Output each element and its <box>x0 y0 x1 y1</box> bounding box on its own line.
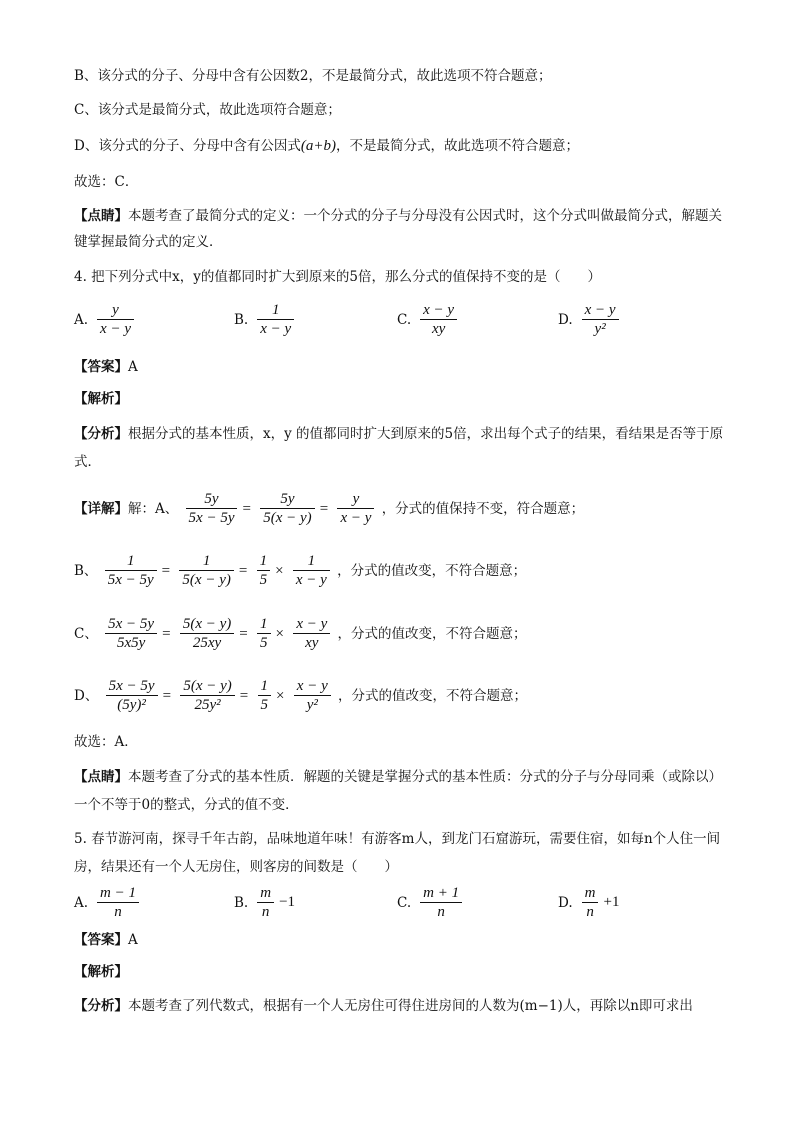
fraction: $\frac{1}{x - y}$ <box>293 552 330 589</box>
question-4: 4. 把下列分式中x，y的值都同时扩大到原来的5倍，那么分式的值保持不变的是（ ） <box>74 269 601 285</box>
fraction: $\frac{m}{n}$ <box>257 884 274 921</box>
fraction: $\frac{m - 1}{n}$ <box>97 884 139 921</box>
detail-a: 【详解】解：A、 $\frac{5y}{5x - 5y}$ = $\frac{5y}{5(x - y)}$ = $\frac{y}{x - y}$ ，分式的值保持不变，符合题意； <box>74 491 585 526</box>
q4-choice: 故选：A． <box>74 734 138 750</box>
fraction: $\frac{x - y}{xy}$ <box>420 301 457 338</box>
fraction: $\frac{m + 1}{n}$ <box>420 884 462 921</box>
comment-text: 本题考查了最简分式的定义：一个分式的分子与分母没有公因式时，这个分式叫做最简分式，解题关键掌握最简分式的定义． <box>74 208 722 250</box>
q4-option-c: C. $\frac{x - y}{xy}$ <box>397 301 460 338</box>
q3-choice: 故选：C． <box>74 174 139 190</box>
q5-analysis: 【分析】本题考查了列代数式，根据有一个人无房住可得住进房间的人数为(m−1)人，再除以n即可求出 <box>74 998 693 1014</box>
detail-c: C、 $\frac{5x - 5y}{5x5y}$ = $\frac{5(x - y)}{25xy}$ = $\frac{1}{5}$ × $\frac{x - y}{xy}$ ，分式的值改变，不符合题意； <box>74 616 527 651</box>
option-d-factor: (a+b) <box>300 138 336 154</box>
q4-analysis-heading: 【解析】 <box>74 391 128 407</box>
q5-option-d: D. $\frac{m}{n}$ +1 <box>558 885 620 920</box>
q5-option-c: C. $\frac{m + 1}{n}$ <box>397 884 469 921</box>
fraction: $\frac{1}{5(x - y)}$ <box>179 552 233 589</box>
fraction: $\frac{x - y}{xy}$ <box>293 615 330 652</box>
fraction: $\frac{x - y}{\text{y²}}$ <box>582 301 619 338</box>
fraction: $\frac{x - y}{\text{y²}}$ <box>294 677 331 714</box>
fraction: $\frac{1}{x - y}$ <box>257 301 294 338</box>
fraction: $\frac{5(x - y)}{25xy}$ <box>180 615 234 652</box>
option-b-explanation: B、该分式的分子、分母中含有公因数2，不是最简分式，故此选项不符合题意； <box>74 68 552 84</box>
q5-answer: 【答案】A <box>74 932 138 948</box>
q4-comment: 【点睛】本题考查了分式的基本性质．解题的关键是掌握分式的基本性质：分式的分子与分母同乘（或除以）一个不等于0的整式，分式的值不变． <box>74 769 722 813</box>
fraction: $\frac{5y}{5(x - y)}$ <box>260 490 314 527</box>
option-d-text-2: ，不是最简分式，故此选项不符合题意； <box>335 138 579 154</box>
fraction: $\frac{y}{x - y}$ <box>97 301 134 338</box>
fraction: $\frac{5x - 5y}{\text{(5y)²}}$ <box>106 677 158 714</box>
option-d-text: D、该分式的分子、分母中含有公因式 <box>74 138 301 154</box>
detail-b: B、 $\frac{1}{5x - 5y}$ = $\frac{1}{5(x - y)}$ = $\frac{1}{5}$ × $\frac{1}{x - y}$ ，分式的值改变，不符合题意； <box>74 553 527 588</box>
fraction: $\frac{5(x - y)}{\text{25y²}}$ <box>180 677 234 714</box>
fraction: $\frac{1}{5}$ <box>257 552 271 589</box>
question-5-options <box>74 884 724 928</box>
fraction: $\frac{5x - 5y}{5x5y}$ <box>105 615 157 652</box>
question-5: 5. 春节游河南，探寻千年古韵，品味地道年味！有游客m人，到龙门石窟游玩，需要住宿，如每n个人住一间房，结果还有一个人无房住，则客房的间数是（ ） <box>74 831 721 875</box>
q5-analysis-heading: 【解析】 <box>74 964 128 980</box>
q5-option-a: A. $\frac{m - 1}{n}$ <box>74 884 146 921</box>
fraction: $\frac{1}{5}$ <box>257 615 271 652</box>
question-4-options <box>74 301 724 345</box>
fraction: $\frac{y}{x - y}$ <box>337 490 374 527</box>
option-c-explanation: C、该分式是最简分式，故此选项符合题意； <box>74 102 341 118</box>
detail-d: D、 $\frac{5x - 5y}{\text{(5y)²}}$ = $\frac{5(x - y)}{\text{25y²}}$ = $\frac{1}{5}$ × $\frac{x - y}{\text{y²}}$ ，分式的值改变，不符合题意； <box>74 678 528 713</box>
q4-analysis: 【分析】根据分式的基本性质，x，y 的值都同时扩大到原来的5倍，求出每个式子的结果，看结果是否等于原式． <box>74 426 724 470</box>
fraction: $\frac{5y}{5x - 5y}$ <box>186 490 238 527</box>
q4-option-b: B. $\frac{1}{x - y}$ <box>234 301 297 338</box>
q3-comment <box>74 203 724 255</box>
q4-option-a: A. $\frac{y}{x - y}$ <box>74 301 137 338</box>
option-d-explanation <box>74 136 579 156</box>
fraction: $\frac{m}{n}$ <box>582 884 599 921</box>
q4-option-d: D. $\frac{x - y}{\text{y²}}$ <box>558 301 622 338</box>
comment-tag: 【点睛】 <box>74 208 128 224</box>
fraction: $\frac{1}{5x - 5y}$ <box>105 552 157 589</box>
q5-option-b: B. $\frac{m}{n}$ −1 <box>234 885 296 920</box>
fraction: $\frac{1}{5}$ <box>258 677 272 714</box>
q4-answer: 【答案】A <box>74 359 138 375</box>
